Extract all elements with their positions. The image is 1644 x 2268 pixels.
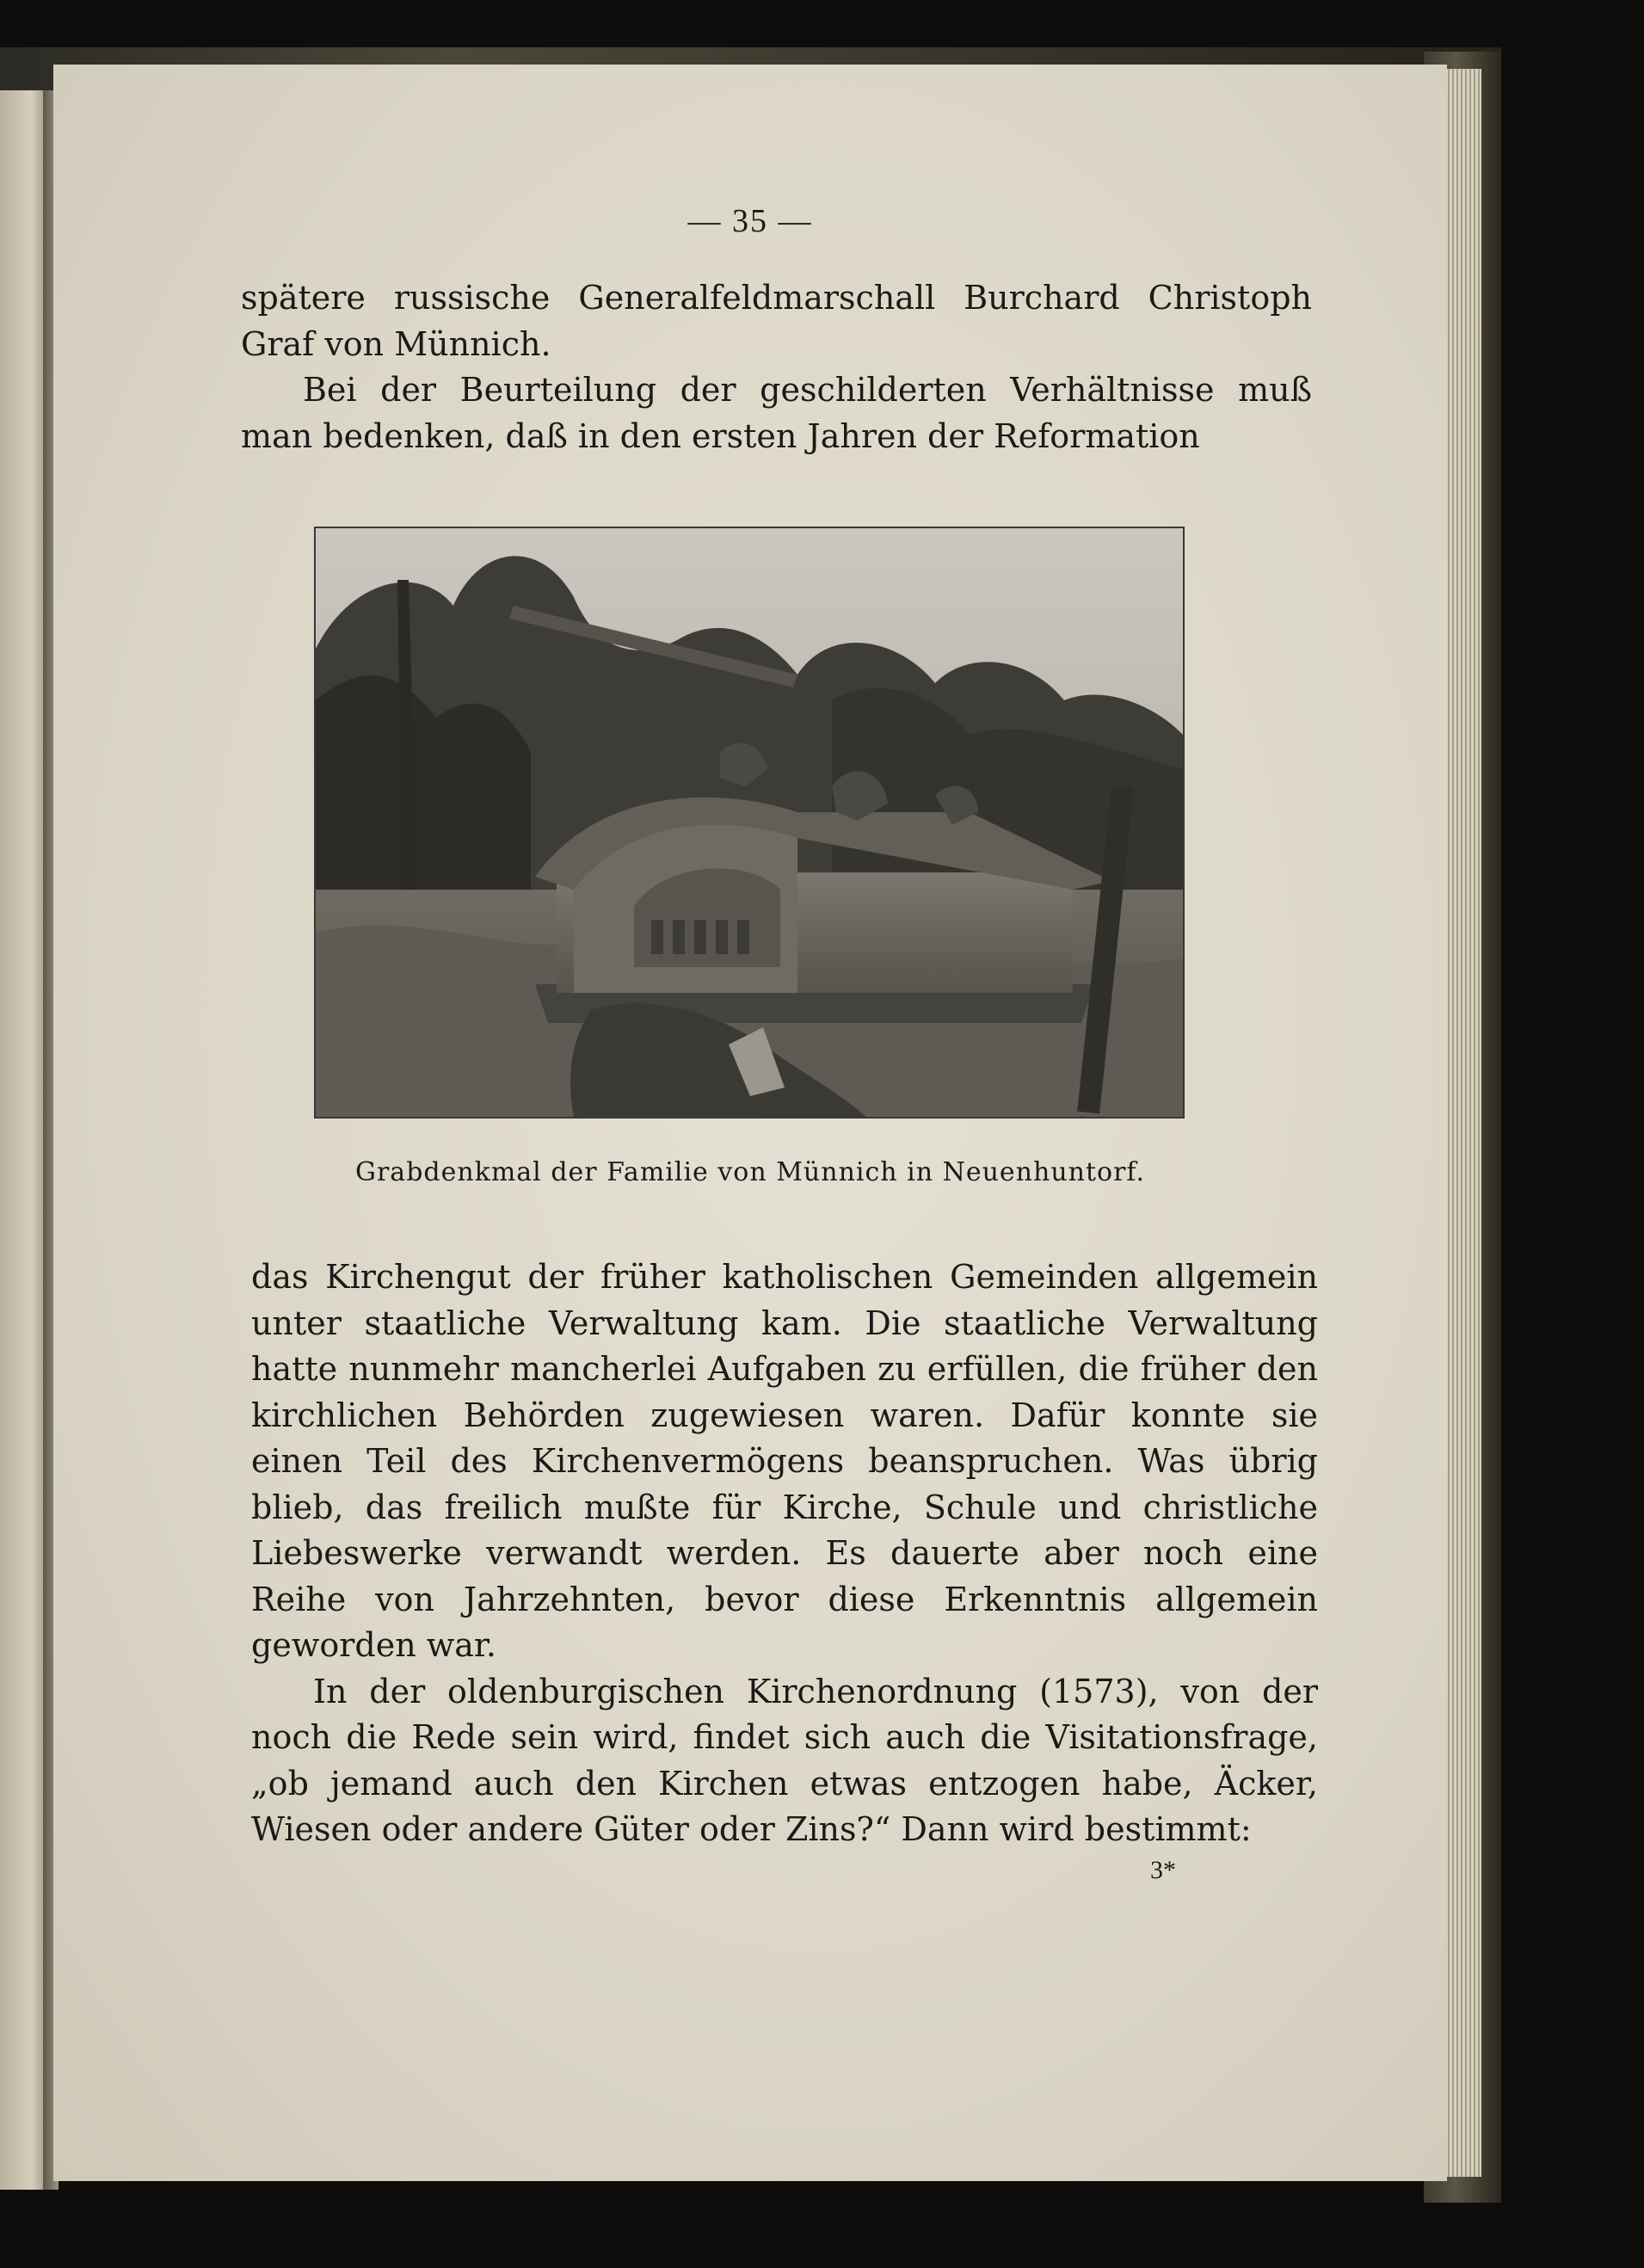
text-block-top [241,275,1312,459]
paragraph-continued: das Kirchengut der früher katholischen Gemeinden allgemein unter staatliche Verwaltung kam. Die staatliche Verwaltung hatte nunmehr mancherlei Aufgaben zu erfüllen, die früher den kirchlichen Behörden zugewiesen waren. Dafür konnte sie einen Teil des Kirchenvermögens beanspruchen. Was übrig blieb, das freilich mußte für Kirche, Schule und christliche Liebeswerke verwandt werden. Es dauerte aber noch eine Reihe von Jahrzehnten, bevor diese Erkenntnis allgemein geworden war. [251,1258,1318,1664]
figure-caption: Grabdenkmal der Familie von Münnich in Neuenhuntorf. [355,1157,1145,1187]
grave-monument-photo [316,528,1183,1117]
paragraph-top: spätere russische Generalfeldmarschall Burchard Christoph Graf von Münnich. [241,279,1312,363]
paragraph-last: In der oldenburgischen Kirchenordnung (1573), von der noch die Rede sein wird, findet sich auch die Visitationsfrage, „ob jemand auch den Kirchen etwas entzogen habe, Äcker, Wiesen oder andere Güter oder Zins?“ Dann wird bestimmt: [251,1672,1318,1848]
photo-plate [314,527,1185,1119]
page-number: — 35 — [687,203,813,239]
text-block-bottom [251,1254,1318,1853]
facing-page-edge [0,90,45,2190]
book-page [53,65,1447,2181]
signature-mark: 3* [1150,1856,1176,1884]
paragraph-second: Bei der Beurteilung der geschilderten Verhältnisse muß man bedenken, daß in den ersten Jahren der Reformation [241,371,1312,455]
